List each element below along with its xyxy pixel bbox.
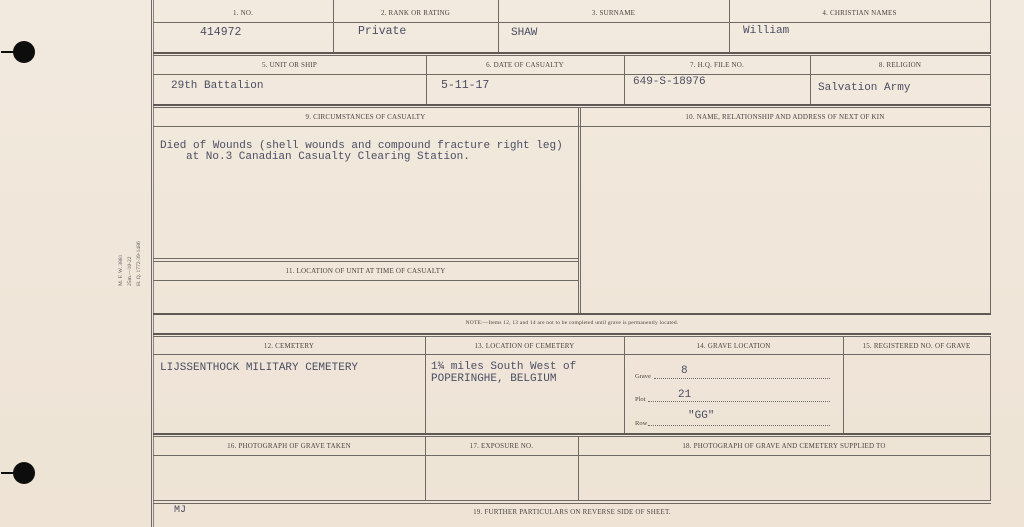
margin-line bbox=[151, 0, 152, 527]
value-initials: MJ bbox=[174, 505, 187, 516]
label-row: Row bbox=[635, 420, 648, 427]
divider bbox=[990, 55, 991, 104]
value-plot: 21 bbox=[678, 389, 692, 401]
value-circumstances-line-1: Died of Wounds (shell wounds and compound fracture right leg) bbox=[160, 140, 563, 152]
header-photo-grave: 16. PHOTOGRAPH OF GRAVE TAKEN bbox=[227, 442, 351, 450]
header-date-of-casualty: 6. DATE OF CASUALTY bbox=[486, 61, 564, 69]
header-circumstances: 9. CIRCUMSTANCES OF CASUALTY bbox=[305, 113, 426, 121]
header-grave-location: 14. GRAVE LOCATION bbox=[696, 342, 771, 350]
header-cemetery: 12. CEMETERY bbox=[263, 342, 315, 350]
divider bbox=[425, 336, 426, 433]
printer-code-line-3: H. Q. 1772-39-1486 bbox=[136, 241, 142, 286]
value-cemetery: LIJSSENTHOCK MILITARY CEMETERY bbox=[160, 362, 359, 374]
rule bbox=[153, 455, 991, 456]
footer-further-particulars: 19. FURTHER PARTICULARS ON REVERSE SIDE OF SHEET. bbox=[473, 508, 671, 516]
value-surname: SHAW bbox=[511, 27, 538, 39]
label-plot: Plot bbox=[635, 396, 646, 403]
header-location-cemetery: 13. LOCATION OF CEMETERY bbox=[474, 342, 575, 350]
value-location-cemetery-line-2: POPERINGHE, BELGIUM bbox=[431, 373, 557, 385]
plot-dotted-line bbox=[648, 401, 830, 402]
header-religion: 8. RELIGION bbox=[878, 61, 922, 69]
rule bbox=[153, 336, 991, 337]
punch-hole-top bbox=[13, 41, 35, 63]
header-unit: 5. UNIT OR SHIP bbox=[262, 61, 317, 69]
rule bbox=[153, 313, 991, 315]
divider bbox=[990, 336, 991, 433]
rule bbox=[153, 500, 991, 501]
rule bbox=[153, 74, 991, 75]
label-grave: Grave bbox=[635, 373, 651, 380]
rule bbox=[153, 280, 578, 281]
divider bbox=[990, 0, 991, 52]
value-christian-names: William bbox=[743, 25, 790, 37]
value-row: "GG" bbox=[688, 410, 715, 422]
rule bbox=[153, 503, 991, 504]
grave-dotted-line bbox=[654, 378, 830, 379]
printer-code-line-1: M. F. W. 3881 bbox=[118, 254, 124, 286]
header-no: 1. NO. bbox=[232, 9, 254, 17]
header-exposure-no: 17. EXPOSURE NO. bbox=[469, 442, 534, 450]
header-next-of-kin: 10. NAME, RELATIONSHIP AND ADDRESS OF NEXT OF KIN bbox=[685, 113, 885, 121]
note-items-12-14: NOTE:—Items 12, 13 and 14 are not to be completed until grave is permanently located. bbox=[465, 320, 679, 326]
value-rank: Private bbox=[358, 25, 407, 38]
rule bbox=[153, 55, 991, 56]
value-grave: 8 bbox=[681, 365, 688, 377]
rule bbox=[153, 333, 991, 335]
value-no: 414972 bbox=[200, 26, 242, 39]
divider bbox=[729, 0, 730, 52]
rule bbox=[153, 104, 991, 106]
header-hq-file-no: 7. H.Q. FILE NO. bbox=[690, 61, 744, 69]
divider bbox=[990, 436, 991, 500]
value-religion: Salvation Army bbox=[818, 82, 911, 94]
divider bbox=[990, 107, 991, 313]
rule bbox=[153, 258, 578, 259]
header-rank: 2. RANK OR RATING bbox=[380, 9, 451, 17]
rule bbox=[153, 433, 991, 435]
rule bbox=[153, 354, 991, 355]
rule bbox=[153, 52, 991, 54]
value-unit: 29th Battalion bbox=[171, 80, 264, 92]
divider bbox=[578, 107, 579, 313]
printer-code bbox=[118, 241, 148, 286]
row-dotted-line bbox=[648, 425, 830, 426]
value-date-of-casualty: 5-11-17 bbox=[441, 79, 490, 92]
value-circumstances-line-2: at No.3 Canadian Casualty Clearing Station. bbox=[186, 151, 470, 163]
header-location-unit: 11. LOCATION OF UNIT AT TIME OF CASUALTY bbox=[285, 267, 446, 275]
header-registered-no: 15. REGISTERED NO. OF GRAVE bbox=[862, 342, 971, 350]
value-location-cemetery-line-1: 1¾ miles South West of bbox=[431, 361, 577, 373]
rule bbox=[153, 261, 578, 262]
divider bbox=[580, 107, 581, 313]
divider bbox=[624, 336, 625, 433]
header-surname: 3. SURNAME bbox=[591, 9, 636, 17]
header-christian-names: 4. CHRISTIAN NAMES bbox=[822, 9, 897, 17]
value-hq-file-no: 649-S-18976 bbox=[633, 76, 706, 88]
rule bbox=[153, 126, 991, 127]
divider bbox=[843, 336, 844, 433]
rule bbox=[153, 107, 991, 108]
header-photo-supplied: 18. PHOTOGRAPH OF GRAVE AND CEMETERY SUPPLIED TO bbox=[682, 442, 886, 450]
printer-code-line-2: 25m.—10-22 bbox=[127, 256, 133, 286]
divider bbox=[333, 0, 334, 52]
divider bbox=[498, 0, 499, 52]
rule bbox=[153, 22, 991, 23]
punch-hole-bottom bbox=[13, 462, 35, 484]
rule bbox=[153, 436, 991, 437]
